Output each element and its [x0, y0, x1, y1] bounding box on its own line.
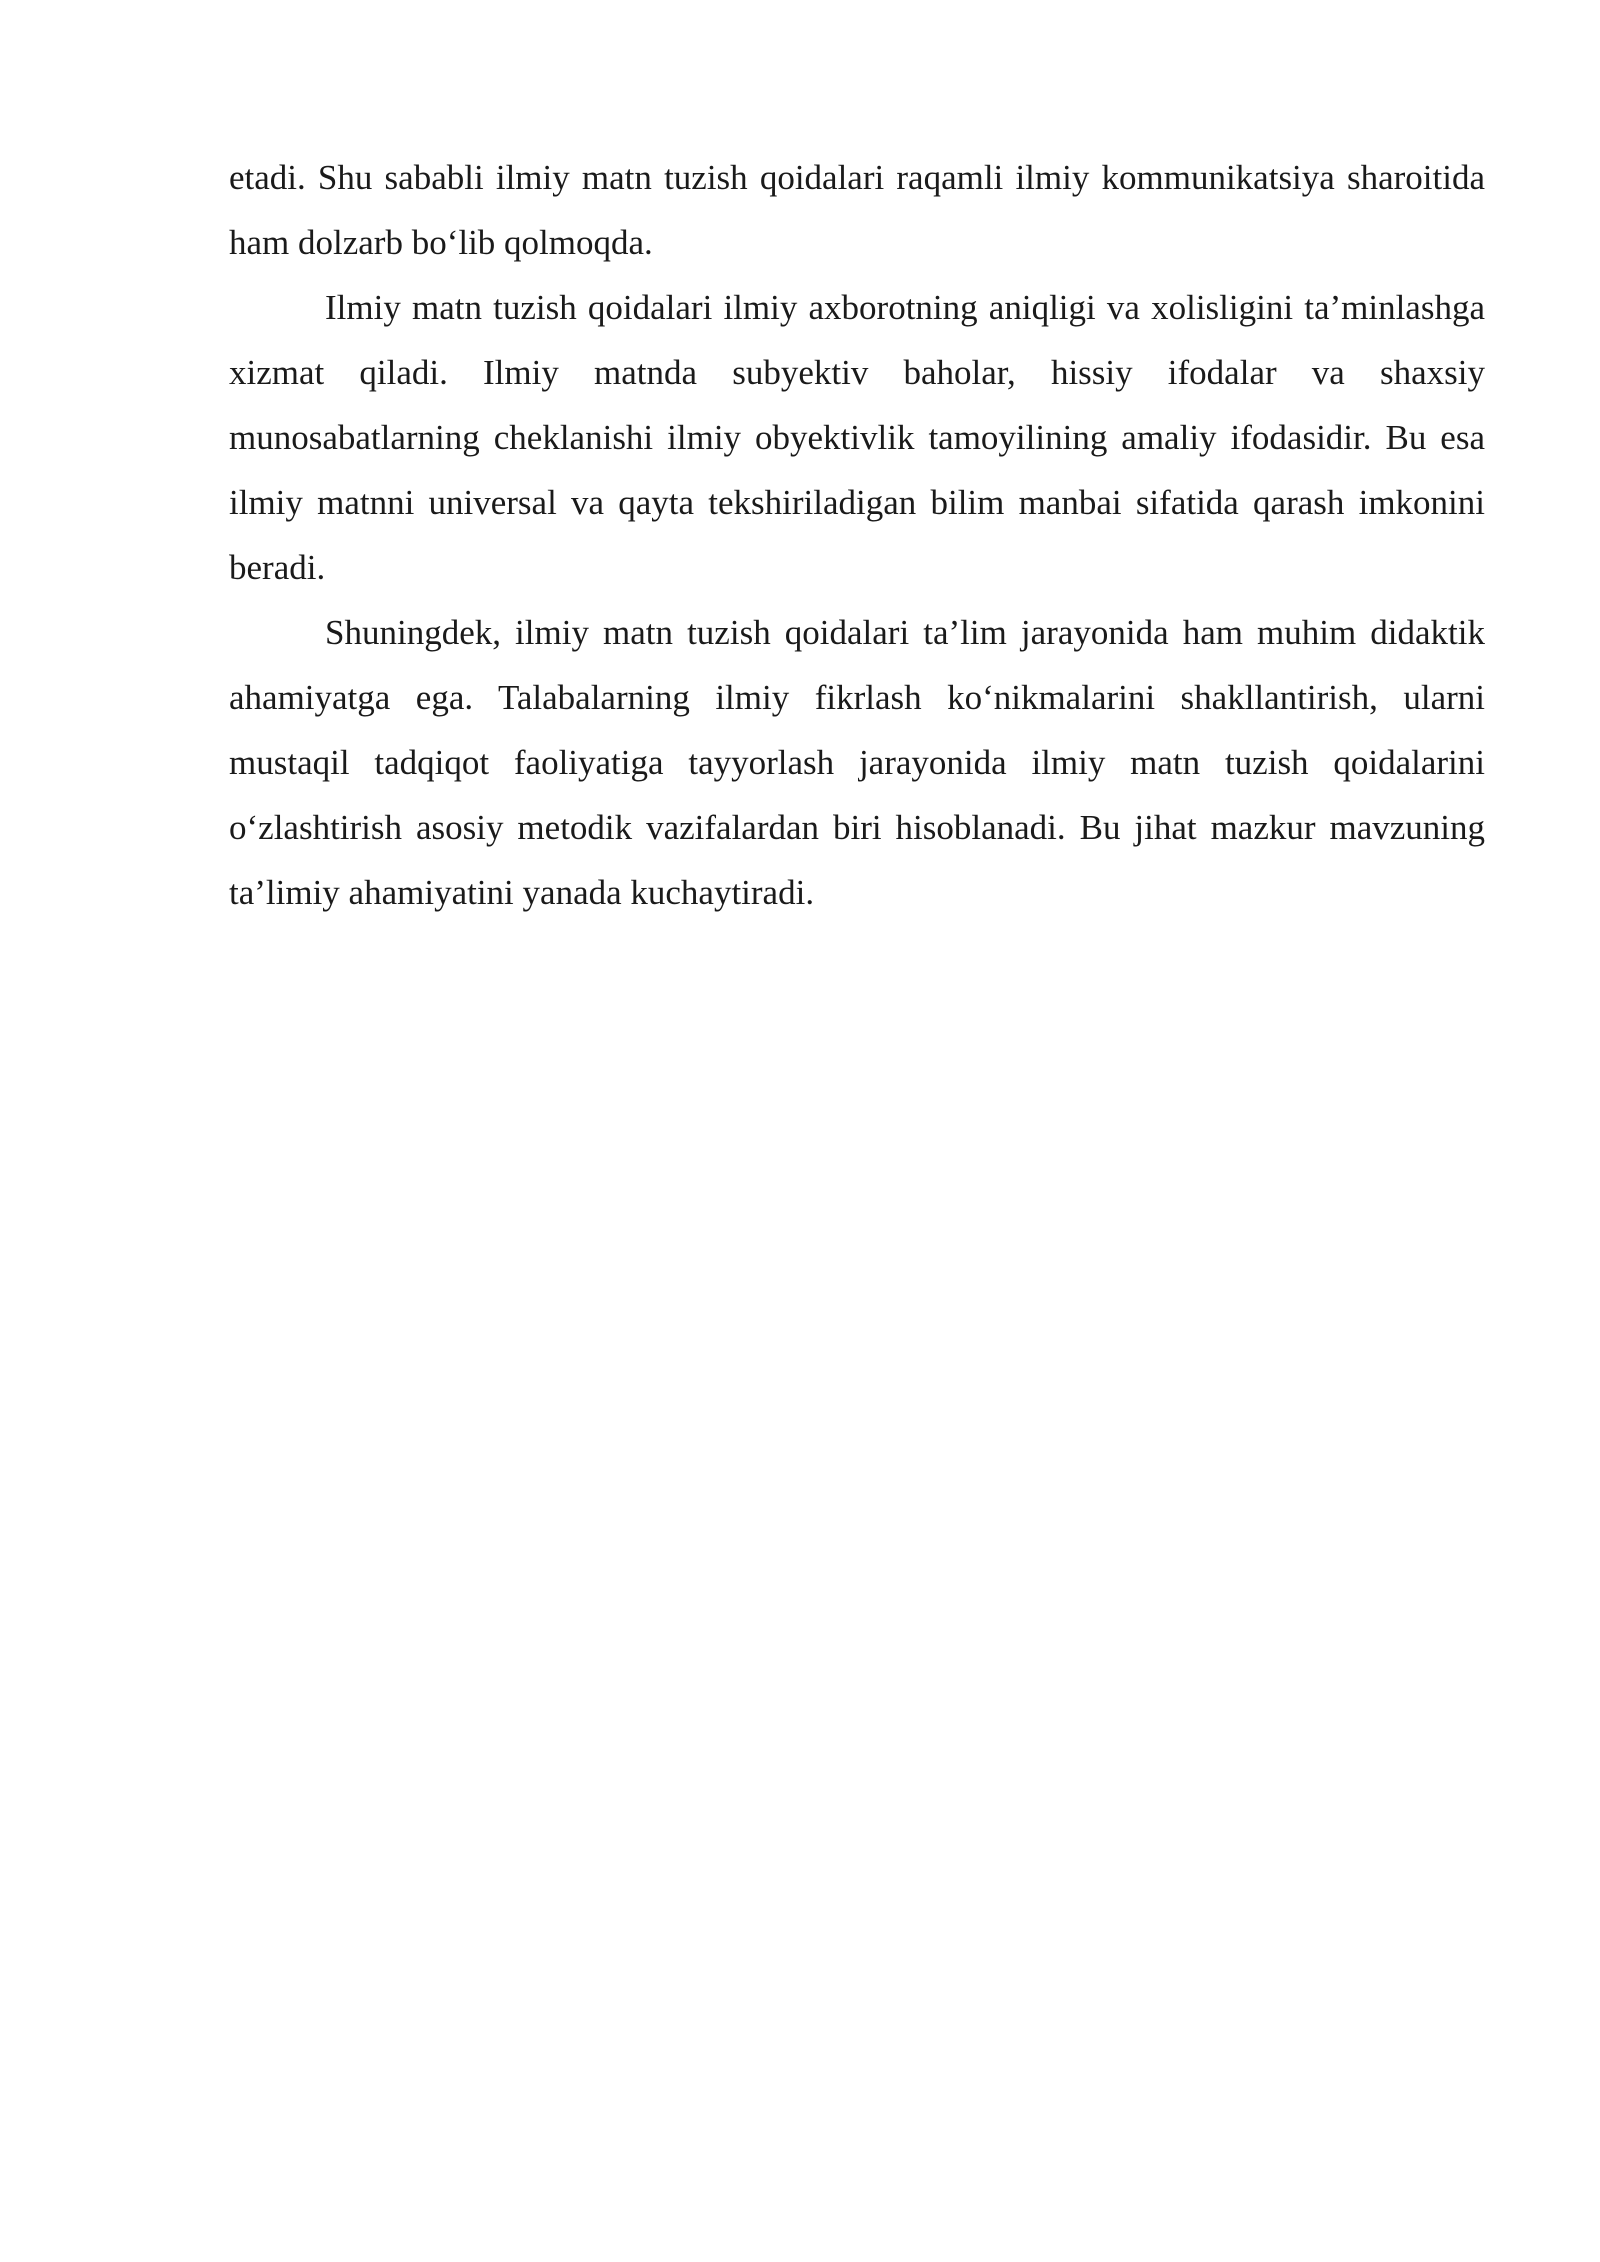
paragraph-continuation: etadi. Shu sababli ilmiy matn tuzish qoidalari raqamli ilmiy kommunikatsiya sharoitida ham dolzarb bo‘lib qolmoqda. — [229, 158, 1485, 262]
paragraph-objectivity: Ilmiy matn tuzish qoidalari ilmiy axborotning aniqligi va xolisligini ta’minlashga xizmat qiladi. Ilmiy matnda subyektiv baholar, hissiy ifodalar va shaxsiy munosabatlarning cheklanishi ilmiy obyektivlik tamoyilining amaliy ifodasidir. Bu esa ilmiy matnni universal va qayta tekshiriladigan bilim manbai sifatida qarash imkonini beradi. — [229, 288, 1485, 587]
body-text — [229, 145, 1485, 925]
paragraph-didactic: Shuningdek, ilmiy matn tuzish qoidalari ta’lim jarayonida ham muhim didaktik ahamiyatga ega. Talabalarning ilmiy fikrlash ko‘nikmalarini shakllantirish, ularni mustaqil tadqiqot faoliyatiga tayyorlash jarayonida ilmiy matn tuzish qoidalarini o‘zlashtirish asosiy metodik vazifalardan biri hisoblanadi. Bu jihat mazkur mavzuning ta’limiy ahamiyatini yanada kuchaytiradi. — [229, 613, 1485, 912]
